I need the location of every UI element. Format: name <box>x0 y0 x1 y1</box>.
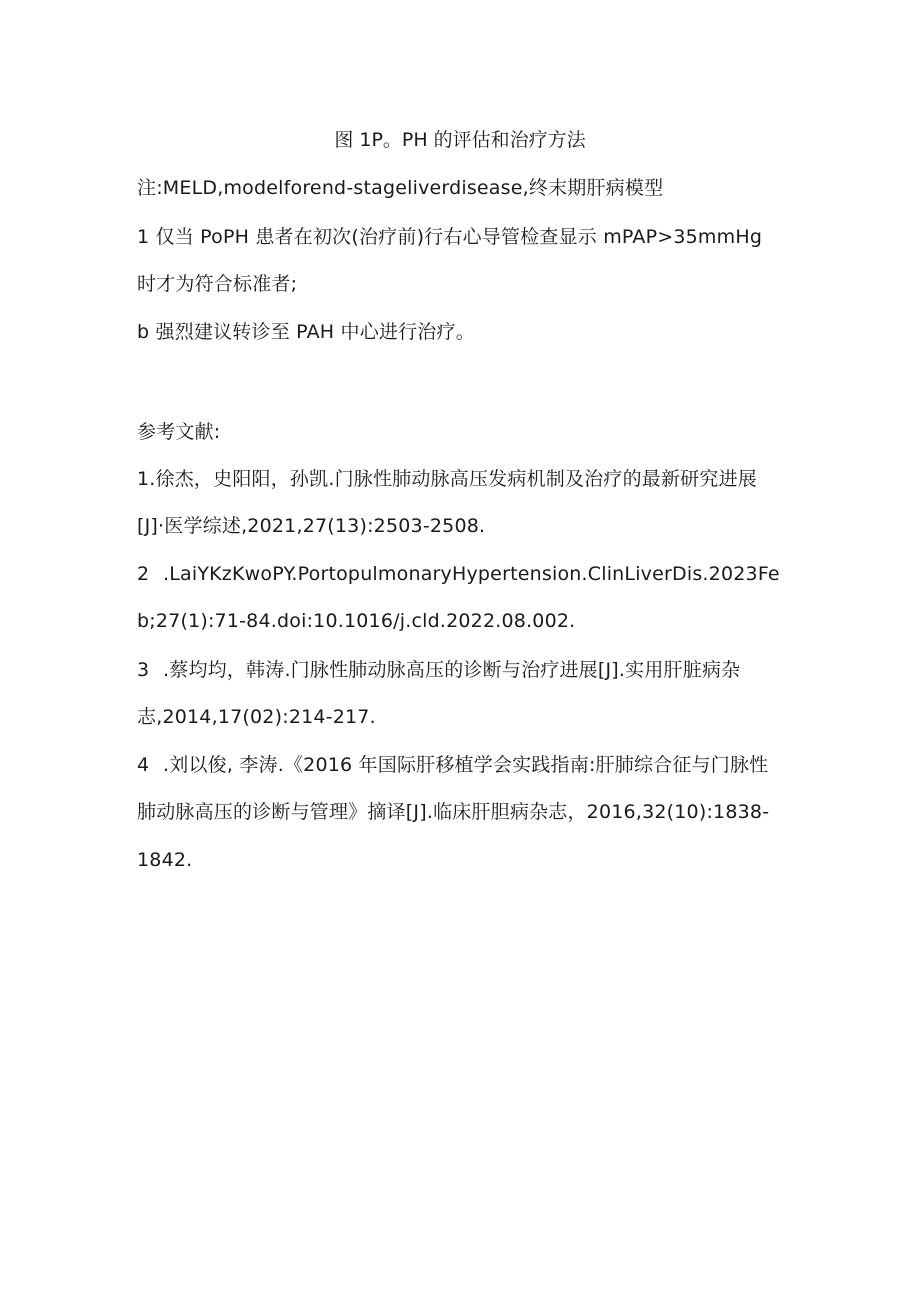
reference-2-number: 2 <box>137 563 150 585</box>
reference-4-number: 4 <box>137 754 150 776</box>
note-a-line1: 1 仅当 PoPH 患者在初次(治疗前)行右心导管检查显示 mPAP>35mmHg <box>137 226 763 248</box>
note-a-line2: 时才为符合标准者; <box>137 273 298 295</box>
reference-3-text: .蔡均均，韩涛.门脉性肺动脉高压的诊断与治疗进展[J].实用肝脏病杂 <box>163 659 741 681</box>
reference-1-line2: [J]·医学综述,2021,27(13):2503-2508. <box>137 515 486 537</box>
reference-3-line1 <box>137 658 797 682</box>
reference-3-line2: 志,2014,17(02):214-217. <box>137 706 376 728</box>
reference-4-line3: 1842. <box>137 849 193 871</box>
references-heading: 参考文献: <box>137 421 221 443</box>
note-b: b 强烈建议转诊至 PAH 中心进行治疗。 <box>137 321 475 343</box>
reference-2-line1 <box>137 562 797 586</box>
note-abbreviation: 注:MELD,modelforend-stageliverdisease,终末期肝病模型 <box>137 177 664 199</box>
reference-4-text: .刘以俊, 李涛.《2016 年国际肝移植学会实践指南:肝肺综合征与门脉性 <box>163 754 769 776</box>
reference-2-text: .LaiYKzKwoPY.PortopulmonaryHypertension.ClinLiverDis.2023Fe <box>163 563 780 585</box>
reference-2-line2: b;27(1):71-84.doi:10.1016/j.cld.2022.08.002. <box>137 610 576 632</box>
figure-caption: 图 1P。PH 的评估和治疗方法 <box>334 129 586 151</box>
reference-1-line1: 1.徐杰，史阳阳，孙凯.门脉性肺动脉高压发病机制及治疗的最新研究进展 <box>137 468 757 490</box>
reference-4-line1 <box>137 753 797 777</box>
reference-4-line2: 肺动脉高压的诊断与管理》摘译[J].临床肝胆病杂志，2016,32(10):1838- <box>137 801 770 823</box>
reference-3-number: 3 <box>137 659 150 681</box>
